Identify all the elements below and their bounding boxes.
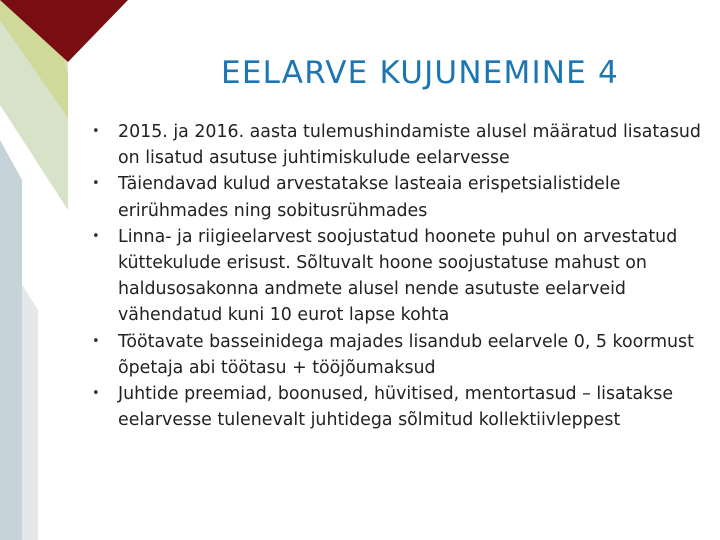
- bullet-icon: •: [92, 333, 100, 349]
- bullet-list: [92, 119, 702, 433]
- slide-content: [92, 119, 702, 433]
- decor-blue-gray-band: [0, 140, 22, 540]
- bullet-item: [92, 224, 702, 329]
- bullet-item: [92, 119, 702, 171]
- bullet-item: [92, 329, 702, 381]
- bullet-item: [92, 171, 702, 223]
- bullet-text: Töötavate basseinidega majades lisandub eelarvele 0, 5 koormust õpetaja abi töötasu + tööjõumaksud: [118, 331, 694, 378]
- bullet-icon: •: [92, 228, 100, 244]
- bullet-icon: •: [92, 386, 100, 402]
- bullet-text: 2015. ja 2016. aasta tulemushindamiste alusel määratud lisatasud on lisatud asutuse juhtimiskulude eelarvesse: [118, 122, 701, 169]
- bullet-text: Täiendavad kulud arvestatakse lasteaia erispetsialistidele erirühmades ning sobitusrühmades: [118, 174, 621, 221]
- bullet-item: [92, 381, 702, 433]
- bullet-text: Juhtide preemiad, boonused, hüvitised, mentortasud – lisatakse eelarvesse tulenevalt juhtidega sõlmitud kollektiivleppest: [118, 384, 674, 431]
- bullet-icon: •: [92, 176, 100, 192]
- slide-title: EELARVE KUJUNEMINE 4: [221, 55, 619, 91]
- bullet-icon: •: [92, 124, 100, 139]
- bullet-text: Linna- ja riigieelarvest soojustatud hoonete puhul on arvestatud küttekulude erisust. Sõltuvalt hoone soojustatuse mahust on haldusosakonna andmete alusel nende asutuste eelarveid vähendatud kuni 10 eurot lapse kohta: [118, 226, 678, 326]
